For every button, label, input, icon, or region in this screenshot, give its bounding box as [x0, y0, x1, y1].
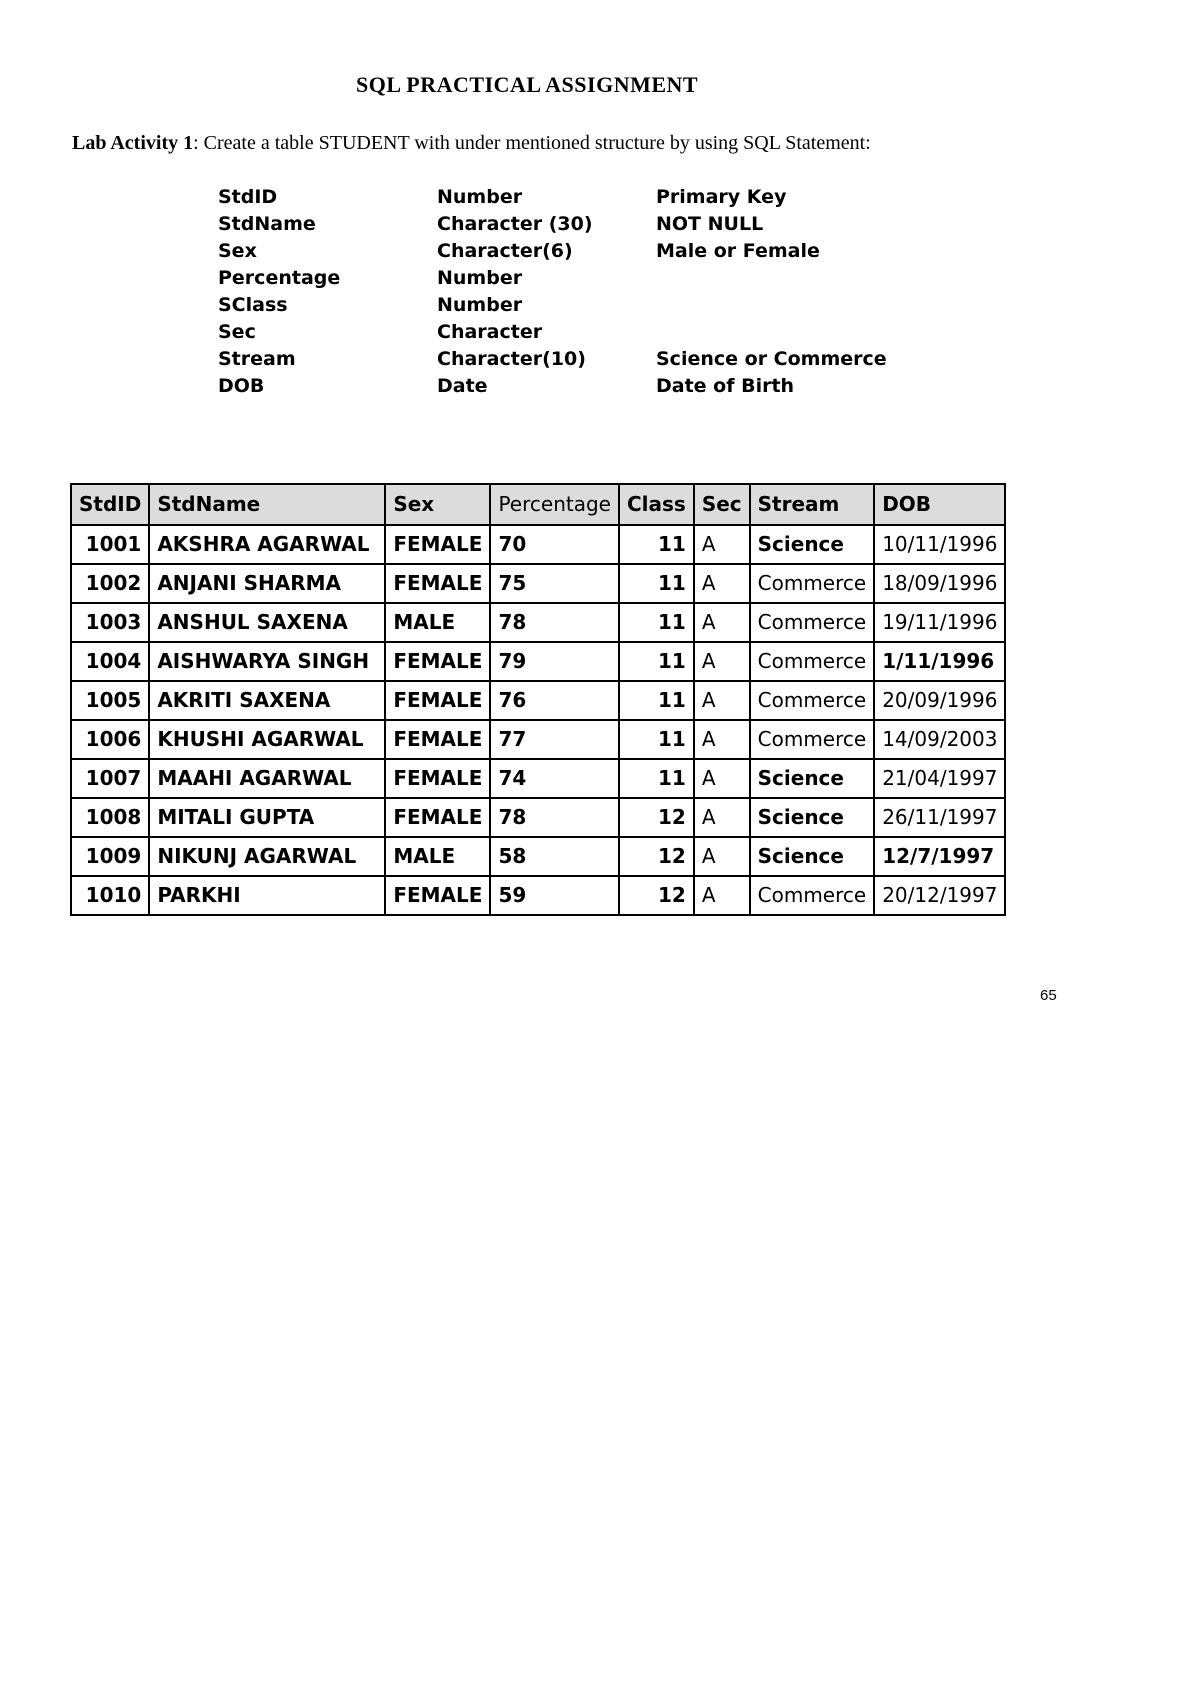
table-cell: Commerce: [750, 720, 875, 759]
table-cell: AKRITI SAXENA: [149, 681, 385, 720]
structure-field-constraint: [656, 265, 916, 292]
table-cell: A: [694, 603, 750, 642]
table-cell: FEMALE: [385, 798, 490, 837]
table-cell: 11: [619, 642, 694, 681]
structure-row: [218, 373, 916, 400]
column-header: Sec: [694, 484, 750, 525]
structure-field-type: Date: [437, 375, 488, 397]
table-cell: 11: [619, 720, 694, 759]
structure-list: [218, 184, 916, 400]
structure-row: [218, 346, 916, 373]
structure-field-name: Stream: [218, 348, 296, 370]
column-header: StdName: [149, 484, 385, 525]
document-title: SQL PRACTICAL ASSIGNMENT: [356, 72, 699, 97]
column-header: StdID: [71, 484, 149, 525]
table-cell: FEMALE: [385, 759, 490, 798]
instruction-text: : Create a table STUDENT with under mentioned structure by using SQL Statement:: [193, 132, 871, 154]
page-number: 65: [1040, 987, 1057, 1004]
table-cell: 1010: [71, 876, 149, 915]
table-header-row: [71, 484, 1005, 525]
structure-field-name: Sex: [218, 240, 257, 262]
structure-field-name: StdName: [218, 213, 316, 235]
table-row: [71, 759, 1005, 798]
structure-field-constraint: Date of Birth: [656, 375, 795, 397]
table-cell: 1008: [71, 798, 149, 837]
table-cell: 21/04/1997: [874, 759, 1005, 798]
table-cell: 1/11/1996: [874, 642, 1005, 681]
table-cell: 79: [490, 642, 619, 681]
table-cell: 11: [619, 564, 694, 603]
table-cell: 78: [490, 798, 619, 837]
table-row: [71, 525, 1005, 564]
table-cell: FEMALE: [385, 681, 490, 720]
structure-field-constraint: Science or Commerce: [656, 348, 887, 370]
table-cell: A: [694, 759, 750, 798]
structure-field-type: Character (30): [437, 213, 593, 235]
table-cell: 75: [490, 564, 619, 603]
structure-field-constraint: Primary Key: [656, 186, 787, 208]
table-cell: Science: [750, 837, 875, 876]
column-header: Percentage: [490, 484, 619, 525]
table-row: [71, 564, 1005, 603]
table-cell: 10/11/1996: [874, 525, 1005, 564]
table-cell: Science: [750, 525, 875, 564]
table-cell: 74: [490, 759, 619, 798]
lab-activity-instruction: [72, 129, 972, 157]
column-header: DOB: [874, 484, 1005, 525]
table-row: [71, 603, 1005, 642]
table-cell: A: [694, 876, 750, 915]
table-cell: PARKHI: [149, 876, 385, 915]
structure-field-constraint: [656, 292, 916, 319]
table-row: [71, 837, 1005, 876]
column-header: Class: [619, 484, 694, 525]
table-row: [71, 642, 1005, 681]
structure-row: [218, 238, 916, 265]
lab-activity-label: Lab Activity 1: [72, 132, 194, 154]
table-cell: FEMALE: [385, 876, 490, 915]
table-cell: 70: [490, 525, 619, 564]
table-cell: NIKUNJ AGARWAL: [149, 837, 385, 876]
structure-field-name: StdID: [218, 186, 278, 208]
table-cell: MALE: [385, 603, 490, 642]
table-cell: 1006: [71, 720, 149, 759]
table-cell: A: [694, 798, 750, 837]
table-cell: 1004: [71, 642, 149, 681]
table-cell: 20/09/1996: [874, 681, 1005, 720]
table-cell: 78: [490, 603, 619, 642]
table-cell: 12: [619, 837, 694, 876]
table-cell: 19/11/1996: [874, 603, 1005, 642]
structure-field-name: Sec: [218, 321, 256, 343]
table-cell: 1002: [71, 564, 149, 603]
structure-field-type: Character(6): [437, 240, 573, 262]
table-cell: 11: [619, 681, 694, 720]
table-cell: 18/09/1996: [874, 564, 1005, 603]
table-cell: 77: [490, 720, 619, 759]
table-cell: Science: [750, 759, 875, 798]
structure-field-type: Number: [437, 186, 523, 208]
table-cell: A: [694, 681, 750, 720]
table-cell: Commerce: [750, 681, 875, 720]
table-cell: 12: [619, 876, 694, 915]
table-cell: 76: [490, 681, 619, 720]
table-cell: 26/11/1997: [874, 798, 1005, 837]
table-row: [71, 720, 1005, 759]
table-cell: 1005: [71, 681, 149, 720]
table-cell: A: [694, 525, 750, 564]
table-cell: AKSHRA AGARWAL: [149, 525, 385, 564]
table-cell: 1009: [71, 837, 149, 876]
table-cell: FEMALE: [385, 642, 490, 681]
table-cell: 20/12/1997: [874, 876, 1005, 915]
structure-row: [218, 211, 916, 238]
structure-field-type: Character: [437, 321, 543, 343]
table-cell: A: [694, 642, 750, 681]
table-cell: 11: [619, 759, 694, 798]
structure-field-type: Number: [437, 294, 523, 316]
structure-field-name: Percentage: [218, 267, 341, 289]
table-cell: ANJANI SHARMA: [149, 564, 385, 603]
structure-row: [218, 184, 916, 211]
table-cell: A: [694, 720, 750, 759]
table-cell: FEMALE: [385, 564, 490, 603]
table-cell: MITALI GUPTA: [149, 798, 385, 837]
column-header: Sex: [385, 484, 490, 525]
table-cell: 12/7/1997: [874, 837, 1005, 876]
table-cell: AISHWARYA SINGH: [149, 642, 385, 681]
table-cell: FEMALE: [385, 525, 490, 564]
table-cell: 12: [619, 798, 694, 837]
structure-field-name: DOB: [218, 375, 265, 397]
table-cell: 1003: [71, 603, 149, 642]
table-cell: MAAHI AGARWAL: [149, 759, 385, 798]
table-row: [71, 798, 1005, 837]
structure-row: [218, 292, 916, 319]
table-cell: FEMALE: [385, 720, 490, 759]
student-table: [70, 483, 1006, 916]
table-cell: Commerce: [750, 564, 875, 603]
table-cell: A: [694, 564, 750, 603]
structure-field-constraint: Male or Female: [656, 240, 820, 262]
structure-row: [218, 319, 916, 346]
table-cell: Commerce: [750, 603, 875, 642]
table-cell: 1001: [71, 525, 149, 564]
table-cell: KHUSHI AGARWAL: [149, 720, 385, 759]
structure-field-type: Character(10): [437, 348, 586, 370]
structure-field-constraint: [656, 319, 916, 346]
table-cell: ANSHUL SAXENA: [149, 603, 385, 642]
column-header: Stream: [750, 484, 875, 525]
table-cell: 11: [619, 603, 694, 642]
table-cell: Commerce: [750, 876, 875, 915]
table-cell: Commerce: [750, 642, 875, 681]
table-cell: 1007: [71, 759, 149, 798]
table-row: [71, 876, 1005, 915]
table-cell: 11: [619, 525, 694, 564]
structure-field-name: SClass: [218, 294, 288, 316]
structure-field-constraint: NOT NULL: [656, 213, 764, 235]
table-cell: 58: [490, 837, 619, 876]
structure-field-type: Number: [437, 267, 523, 289]
structure-row: [218, 265, 916, 292]
table-cell: MALE: [385, 837, 490, 876]
table-cell: A: [694, 837, 750, 876]
table-cell: 59: [490, 876, 619, 915]
table-cell: Science: [750, 798, 875, 837]
table-cell: 14/09/2003: [874, 720, 1005, 759]
table-row: [71, 681, 1005, 720]
